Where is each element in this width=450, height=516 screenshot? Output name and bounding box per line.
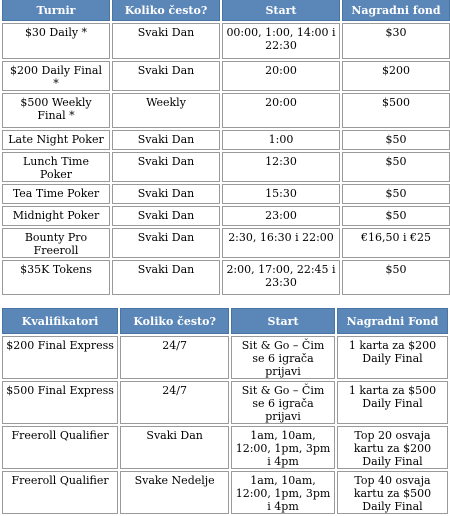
- cell-frequency: Svaki Dan: [120, 426, 229, 469]
- cell-turnir: Tea Time Poker: [2, 184, 110, 204]
- cell-frequency: Svaki Dan: [112, 152, 220, 182]
- cell-turnir: Lunch Time Poker: [2, 152, 110, 182]
- cell-prize: €16,50 i €25: [342, 228, 450, 258]
- cell-prize: $50: [342, 130, 450, 150]
- cell-frequency: Svaki Dan: [112, 130, 220, 150]
- header-frequency: Koliko često?: [112, 0, 220, 21]
- cell-frequency: 24/7: [120, 381, 229, 424]
- cell-qualifier: Freeroll Qualifier: [2, 426, 118, 469]
- header-start: Start: [231, 308, 335, 334]
- header-prize-fund: Nagradni Fond: [337, 308, 448, 334]
- cell-frequency: Svaki Dan: [112, 228, 220, 258]
- table-row: [2, 471, 448, 514]
- header-frequency: Koliko često?: [120, 308, 229, 334]
- cell-prize: $30: [342, 23, 450, 59]
- cell-start: 1am, 10am, 12:00, 1pm, 3pm i 4pm: [231, 426, 335, 469]
- cell-frequency: 24/7: [120, 336, 229, 379]
- header-qualifiers: Kvalifikatori: [2, 308, 118, 334]
- cell-frequency: Svaki Dan: [112, 206, 220, 226]
- cell-turnir: $500 Weekly Final *: [2, 93, 110, 128]
- cell-turnir: Bounty Pro Freeroll: [2, 228, 110, 258]
- table-row: [2, 184, 450, 204]
- cell-frequency: Svaki Dan: [112, 23, 220, 59]
- cell-turnir: Midnight Poker: [2, 206, 110, 226]
- cell-frequency: Svaki Dan: [112, 61, 220, 91]
- cell-start: 1am, 10am, 12:00, 1pm, 3pm i 4pm: [231, 471, 335, 514]
- table-row: [2, 228, 450, 258]
- table-row: [2, 130, 450, 150]
- cell-start: 00:00, 1:00, 14:00 i 22:30: [222, 23, 340, 59]
- table-row: [2, 61, 450, 91]
- cell-turnir: Late Night Poker: [2, 130, 110, 150]
- cell-start: 15:30: [222, 184, 340, 204]
- table-row: [2, 93, 450, 128]
- cell-frequency: Svake Nedelje: [120, 471, 229, 514]
- header-start: Start: [222, 0, 340, 21]
- cell-prize: $50: [342, 260, 450, 295]
- table-row: [2, 260, 450, 295]
- cell-start: 12:30: [222, 152, 340, 182]
- cell-start: 20:00: [222, 61, 340, 91]
- cell-frequency: Weekly: [112, 93, 220, 128]
- cell-prize: $500: [342, 93, 450, 128]
- cell-start: 1:00: [222, 130, 340, 150]
- cell-start: 23:00: [222, 206, 340, 226]
- cell-qualifier: Freeroll Qualifier: [2, 471, 118, 514]
- cell-frequency: Svaki Dan: [112, 260, 220, 295]
- header-prize-fund: Nagradni fond: [342, 0, 450, 21]
- cell-prize: $50: [342, 152, 450, 182]
- cell-start: 2:30, 16:30 i 22:00: [222, 228, 340, 258]
- cell-start: Sit & Go – Čim se 6 igrača prijavi: [231, 381, 335, 424]
- header-turnir: Turnir: [2, 0, 110, 21]
- cell-prize: Top 20 osvaja kartu za $200 Daily Final: [337, 426, 448, 469]
- cell-turnir: $200 Daily Final *: [2, 61, 110, 91]
- qualifiers-header-row: [2, 308, 448, 334]
- cell-prize: 1 karta za $500 Daily Final: [337, 381, 448, 424]
- table-row: [2, 381, 448, 424]
- cell-qualifier: $200 Final Express: [2, 336, 118, 379]
- table-row: [2, 426, 448, 469]
- table-row: [2, 206, 450, 226]
- qualifiers-table: [0, 306, 450, 516]
- cell-start: 2:00, 17:00, 22:45 i 23:30: [222, 260, 340, 295]
- cell-qualifier: $500 Final Express: [2, 381, 118, 424]
- cell-start: 20:00: [222, 93, 340, 128]
- cell-frequency: Svaki Dan: [112, 184, 220, 204]
- cell-start: Sit & Go – Čim se 6 igrača prijavi: [231, 336, 335, 379]
- cell-prize: $200: [342, 61, 450, 91]
- table-row: [2, 23, 450, 59]
- table-row: [2, 152, 450, 182]
- cell-prize: Top 40 osvaja kartu za $500 Daily Final: [337, 471, 448, 514]
- cell-prize: $50: [342, 206, 450, 226]
- tournaments-header-row: [2, 0, 450, 21]
- cell-turnir: $35K Tokens: [2, 260, 110, 295]
- cell-prize: $50: [342, 184, 450, 204]
- cell-turnir: $30 Daily *: [2, 23, 110, 59]
- table-row: [2, 336, 448, 379]
- cell-prize: 1 karta za $200 Daily Final: [337, 336, 448, 379]
